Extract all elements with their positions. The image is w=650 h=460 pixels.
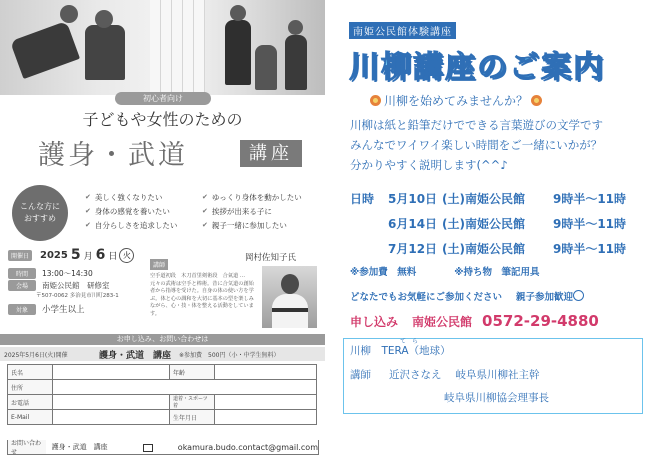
schedule-row: 7月12日 (土) 南姫公民館 9時半～11時 [388, 242, 627, 256]
flower-icon [370, 95, 381, 106]
apply-info: 申し込み 南姫公民館 0572-29-4880 [350, 312, 599, 330]
check-icon: ✔ [202, 221, 208, 229]
schedule-row: 日時 5月10日 (土) 南姫公民館 9時半～11時 [350, 192, 627, 206]
address-field[interactable] [53, 380, 317, 395]
notes: ※参加費 無料 ※持ち物 筆記用具 [350, 267, 540, 278]
email-field[interactable] [53, 410, 170, 425]
phone-field[interactable] [53, 395, 170, 410]
invite-line: 川柳を始めてみませんか？ [367, 92, 545, 109]
check-icon: ✔ [85, 221, 91, 229]
gear-field[interactable] [215, 395, 317, 410]
flyer-title: 川柳講座のご案内 [349, 50, 605, 85]
check-icon: ✔ [202, 207, 208, 215]
description: 川柳は紙と鉛筆だけでできる言葉遊びの文学です みんなでワイワイ楽しい時間をご一緒にいかが？ 分かりやすく説明します(^^♪ [350, 118, 603, 172]
lecturer-box: て ら 川柳 TERA（地球） 講師 近沢さなえ 岐阜県川柳社主幹 岐阜県川柳協会理事長 [343, 338, 643, 414]
event-time: 時間 13:00～14:30 [8, 268, 93, 279]
flyer-super-title: 南姫公民館体験講座 [349, 22, 456, 39]
event-target: 対象 小学生以上 [8, 303, 85, 315]
flyer-title: 護身・武道 [38, 140, 188, 171]
recommend-badge: こんな方に おすすめ [12, 185, 68, 241]
lecturer-info: 講師 空手道初段 木刀首里剣術段 合氣道 …元々の武術は空手と棒術。昔に合気道の創始者から指導を受けた。自身の体の使い方を学ぶ。体と心の調和を大切に基本の型を楽しみながら、心・技・体を整える活動をしています。 [150, 252, 255, 324]
training-photo [0, 0, 325, 95]
lecturer-portrait [262, 266, 317, 328]
event-venue: 会場 南姫公民館 研修室 [8, 280, 110, 291]
schedule-row: 6月14日 (土) 南姫公民館 9時半～11時 [388, 217, 627, 231]
form-footer: お問い合わせ 護身・武道 講座 okamura.budo.contact@gmail.com [7, 440, 319, 455]
event-date: 開催日 2025 5 月 6 日 火 [8, 245, 134, 265]
mail-icon [143, 444, 153, 452]
flyer-subtitle: 子どもや女性のための [82, 110, 243, 129]
walkin-note: どなたでもお気軽にご参加ください 親子参加歓迎 [350, 289, 584, 303]
phone-number[interactable]: 0572-29-4880 [482, 312, 599, 330]
koza-label: 講座 [240, 140, 302, 167]
senryu-flyer [333, 0, 650, 460]
name-field[interactable] [53, 365, 170, 380]
beginner-badge: 初心者向け [115, 92, 211, 105]
flower-icon [531, 95, 542, 106]
contact-bar: お申し込み、お問い合わせは [0, 334, 325, 345]
schedule [350, 186, 645, 261]
check-icon: ✔ [85, 207, 91, 215]
lecturer-name: 岡村佐知子氏 [245, 253, 297, 263]
check-icon: ✔ [85, 193, 91, 201]
event-details: 開催日 2025 5 月 6 日 火 時間 13:00～14:30 会場 南姫公民館 研修室 〒507-0062 多治見市川町283-1 対象 小学生以上 [8, 245, 320, 330]
smile-icon [573, 290, 584, 301]
age-field[interactable] [215, 365, 317, 380]
checklist: ✔ 美しく強くなりたい ✔ ゆっくり身体を動かしたい ✔ 身体の感覚を養いたい ✔ 挨拶が出来る子に ✔ 自分らしさを追求したい ✔ 親子一緒に参加したい [85, 192, 302, 230]
application-form: 2025年5月6日(火)開催 護身・武道 講座 ※参加費 500円（小・中学生無料） 氏名 年齢 住所 お電話 道着・スポーツ着 E-Mail 生年月日 [0, 347, 325, 460]
birthdate-field[interactable] [215, 410, 317, 425]
contact-email[interactable]: okamura.budo.contact@gmail.com [177, 442, 318, 452]
check-icon: ✔ [202, 193, 208, 201]
